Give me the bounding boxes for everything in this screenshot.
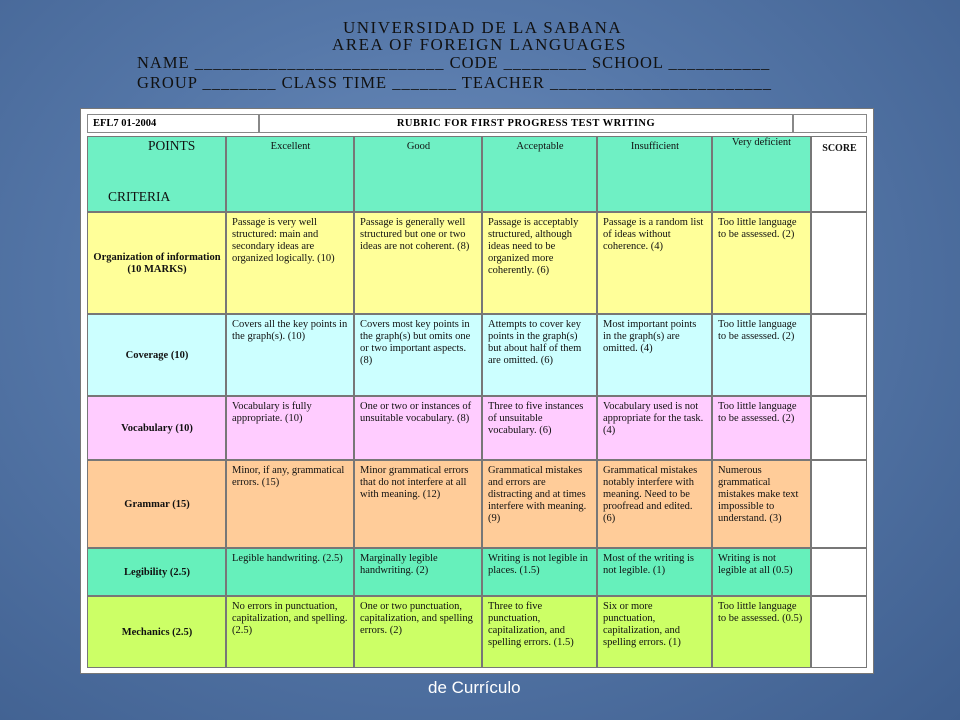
descriptor-cell: Too little language to be assessed. (2)	[712, 314, 811, 396]
score-header: SCORE	[811, 136, 867, 212]
descriptor-cell: Numerous grammatical mistakes make text impossible to understand. (3)	[712, 460, 811, 548]
document-header	[0, 0, 960, 100]
descriptor-cell: Writing is not legible at all (0.5)	[712, 548, 811, 596]
university-title: UNIVERSIDAD DE LA SABANA	[343, 18, 623, 37]
criterion-vocabulary: Vocabulary (10)	[87, 396, 226, 460]
descriptor-cell: Most important points in the graph(s) are omitted. (4)	[597, 314, 712, 396]
level-acceptable: Acceptable	[482, 136, 597, 212]
descriptor-cell: Minor, if any, grammatical errors. (15)	[226, 460, 354, 548]
descriptor-cell: Most of the writing is not legible. (1)	[597, 548, 712, 596]
descriptor-cell: Writing is not legible in places. (1.5)	[482, 548, 597, 596]
row-grammar	[87, 460, 867, 548]
descriptor-cell: Vocabulary used is not appropriate for the task. (4)	[597, 396, 712, 460]
slide-footer: de Currículo	[428, 678, 521, 697]
area-title: AREA OF FOREIGN LANGUAGES	[332, 35, 627, 54]
row-legibility	[87, 548, 867, 596]
descriptor-cell: Attempts to cover key points in the graph(s) but about half of them are omitted. (6)	[482, 314, 597, 396]
rubric-sheet	[80, 108, 874, 674]
title-bar-blank	[793, 114, 867, 133]
row-organization	[87, 212, 867, 314]
rubric-table	[87, 136, 867, 668]
descriptor-cell: Grammatical mistakes and errors are distracting and at times interfere with meaning. (9)	[482, 460, 597, 548]
header-row	[87, 136, 867, 212]
name-code-school-line: NAME ___________________________ CODE _________ SCHOOL ___________	[137, 53, 771, 72]
criteria-label: CRITERIA	[108, 189, 171, 204]
descriptor-cell: Covers all the key points in the graph(s). (10)	[226, 314, 354, 396]
level-insufficient: Insufficient	[597, 136, 712, 212]
criterion-mechanics: Mechanics (2.5)	[87, 596, 226, 668]
descriptor-cell: No errors in punctuation, capitalization, and spelling. (2.5)	[226, 596, 354, 668]
descriptor-cell: One or two punctuation, capitalization, and spelling errors. (2)	[354, 596, 482, 668]
criterion-grammar: Grammar (15)	[87, 460, 226, 548]
descriptor-cell: Marginally legible handwriting. (2)	[354, 548, 482, 596]
descriptor-cell: Minor grammatical errors that do not interfere at all with meaning. (12)	[354, 460, 482, 548]
level-good: Good	[354, 136, 482, 212]
descriptor-cell: Too little language to be assessed. (0.5)	[712, 596, 811, 668]
score-cell[interactable]	[811, 596, 867, 668]
criterion-coverage: Coverage (10)	[87, 314, 226, 396]
rubric-title-bar	[87, 114, 867, 133]
course-code: EFL7 01-2004	[87, 114, 259, 133]
score-cell[interactable]	[811, 314, 867, 396]
descriptor-cell: Passage is a random list of ideas without coherence. (4)	[597, 212, 712, 314]
row-vocabulary	[87, 396, 867, 460]
group-time-teacher-line: GROUP ________ CLASS TIME _______ TEACHER ________________________	[137, 73, 772, 92]
descriptor-cell: Vocabulary is fully appropriate. (10)	[226, 396, 354, 460]
descriptor-cell: Six or more punctuation, capitalization, and spelling errors. (1)	[597, 596, 712, 668]
descriptor-cell: Passage is generally well structured but one or two ideas are not coherent. (8)	[354, 212, 482, 314]
descriptor-cell: Three to five instances of unsuitable vocabulary. (6)	[482, 396, 597, 460]
descriptor-cell: Passage is acceptably structured, although ideas need to be organized more coherently. (6)	[482, 212, 597, 314]
points-label: POINTS	[148, 138, 196, 153]
rubric-title: RUBRIC FOR FIRST PROGRESS TEST WRITING	[259, 114, 793, 133]
descriptor-cell: Passage is very well structured: main and secondary ideas are organized logically. (10)	[226, 212, 354, 314]
level-very-deficient: Very deficient	[712, 136, 811, 212]
descriptor-cell: Three to five punctuation, capitalization, and spelling errors. (1.5)	[482, 596, 597, 668]
score-cell[interactable]	[811, 212, 867, 314]
row-coverage	[87, 314, 867, 396]
level-excellent: Excellent	[226, 136, 354, 212]
score-cell[interactable]	[811, 396, 867, 460]
descriptor-cell: Covers most key points in the graph(s) but omits one or two important aspects. (8)	[354, 314, 482, 396]
points-criteria-cell	[87, 136, 226, 212]
descriptor-cell: One or two or instances of unsuitable vocabulary. (8)	[354, 396, 482, 460]
descriptor-cell: Grammatical mistakes notably interfere with meaning. Need to be proofread and edited. (6)	[597, 460, 712, 548]
descriptor-cell: Too little language to be assessed. (2)	[712, 396, 811, 460]
descriptor-cell: Legible handwriting. (2.5)	[226, 548, 354, 596]
score-cell[interactable]	[811, 460, 867, 548]
criterion-legibility: Legibility (2.5)	[87, 548, 226, 596]
row-mechanics	[87, 596, 867, 668]
criterion-organization: Organization of information (10 MARKS)	[87, 212, 226, 314]
score-cell[interactable]	[811, 548, 867, 596]
descriptor-cell: Too little language to be assessed. (2)	[712, 212, 811, 314]
